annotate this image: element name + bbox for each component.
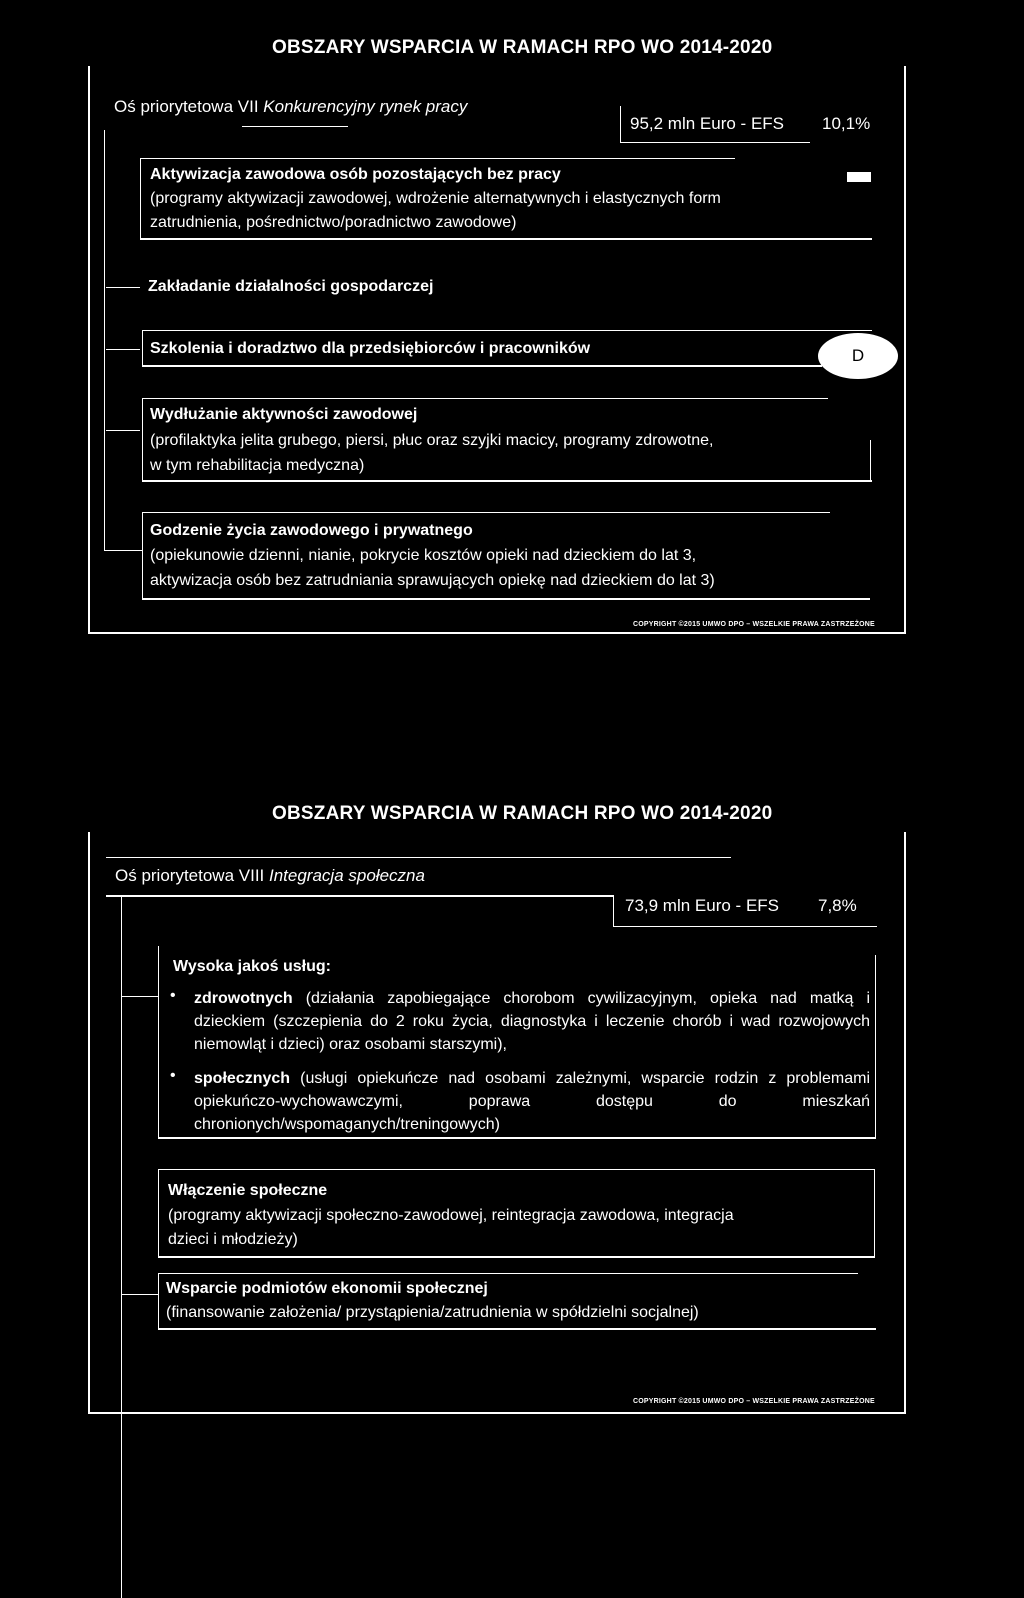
box-border xyxy=(140,238,872,240)
box-border xyxy=(142,512,830,513)
slide1-axis-label xyxy=(114,96,467,118)
box-border xyxy=(142,330,143,366)
box-border xyxy=(158,1169,874,1170)
quality-heading: Wysoka jakoś usług: xyxy=(173,958,331,975)
slide1-share: 10,1% xyxy=(822,114,871,133)
bullet-social xyxy=(194,1067,870,1136)
box-border xyxy=(874,1169,875,1257)
divider xyxy=(106,895,614,897)
box-border xyxy=(142,480,872,482)
slide2-axis-name: Integracja społeczna xyxy=(269,866,425,885)
box-border xyxy=(158,1273,858,1274)
box-border xyxy=(158,1273,159,1329)
inclusion-description: dzieci i młodzieży) xyxy=(168,1231,298,1248)
connector-line xyxy=(106,349,140,350)
item-description: zatrudnienia, pośrednictwo/poradnictwo zawodowe) xyxy=(150,214,517,231)
bullet-health-text: (działania zapobiegające chorobom cywilizacyjnym, opieka nad matką i dzieckiem (szczepienia do 2 roku życia, diagnostyka i leczenie chorób i wad rozwojowych niemowląt i dzieci) oraz osobami starszymi), xyxy=(194,990,870,1053)
box-border xyxy=(140,158,141,238)
bullet-icon: • xyxy=(170,1067,176,1084)
badge-d xyxy=(818,333,898,379)
bullet-health xyxy=(194,987,870,1056)
slide2-axis-prefix: Oś priorytetowa VIII xyxy=(115,866,269,885)
box-border xyxy=(158,1169,159,1257)
box-border xyxy=(142,598,870,600)
connector-line xyxy=(106,430,140,431)
item-heading: Zakładanie działalności gospodarczej xyxy=(148,278,434,295)
divider xyxy=(242,126,348,127)
inclusion-heading: Włączenie społeczne xyxy=(168,1182,328,1199)
slide2-budget: 73,9 mln Euro - EFS xyxy=(625,896,780,915)
box-border xyxy=(142,398,143,480)
connector-line xyxy=(104,550,142,551)
slide2-axis-label xyxy=(115,865,425,887)
slide1-copyright: COPYRIGHT ©2015 UMWO DPO – WSZELKIE PRAWA ZASTRZEŻONE xyxy=(633,621,875,628)
connector-line xyxy=(613,895,614,927)
slide2-title: OBSZARY WSPARCIA W RAMACH RPO WO 2014-2020 xyxy=(272,803,773,824)
item-description: (programy aktywizacji zawodowej, wdrożenie alternatywnych i elastycznych form xyxy=(150,190,721,207)
slide1-axis-prefix: Oś priorytetowa VII xyxy=(114,97,264,116)
connector-line xyxy=(121,1294,159,1295)
badge-label: D xyxy=(851,346,865,365)
connector-line xyxy=(122,996,158,997)
box-border xyxy=(158,1256,875,1258)
box-border xyxy=(142,512,143,598)
slide2-share: 7,8% xyxy=(818,896,857,915)
bullet-health-bold: zdrowotnych xyxy=(194,990,293,1007)
inclusion-description: (programy aktywizacji społeczno-zawodowej, reintegracja zawodowa, integracja xyxy=(168,1207,734,1224)
box-border xyxy=(870,440,871,482)
slide1-budget: 95,2 mln Euro - EFS xyxy=(630,114,785,133)
box-border xyxy=(140,158,735,159)
item-description: w tym rehabilitacja medyczna) xyxy=(150,457,365,474)
bullet-social-bold: społecznych xyxy=(194,1070,291,1087)
divider xyxy=(620,142,810,143)
social-econ-heading: Wsparcie podmiotów ekonomii społecznej xyxy=(166,1280,488,1297)
box-border xyxy=(158,946,159,1138)
box-border xyxy=(142,330,872,331)
social-econ-description: (finansowanie założenia/ przystąpienia/zatrudnienia w spółdzielni socjalnej) xyxy=(166,1304,699,1321)
item-heading: Szkolenia i doradztwo dla przedsiębiorców i pracowników xyxy=(150,340,591,357)
box-border xyxy=(875,955,876,1137)
box-border xyxy=(158,1137,876,1139)
marker-icon xyxy=(847,172,871,182)
item-heading: Aktywizacja zawodowa osób pozostających bez pracy xyxy=(150,166,561,183)
connector-line xyxy=(620,106,621,143)
slide1-title: OBSZARY WSPARCIA W RAMACH RPO WO 2014-2020 xyxy=(272,37,773,58)
slide1-axis-name: Konkurencyjny rynek pracy xyxy=(263,97,468,116)
divider xyxy=(106,857,731,858)
item-description: (profilaktyka jelita grubego, piersi, płuc oraz szyjki macicy, programy zdrowotne, xyxy=(150,432,714,449)
divider xyxy=(613,926,877,927)
item-description: (opiekunowie dzienni, nianie, pokrycie kosztów opieki nad dzieckiem do lat 3, xyxy=(150,547,697,564)
box-border xyxy=(142,365,822,367)
tree-trunk xyxy=(121,896,122,1598)
bullet-social-text: (usługi opiekuńcze nad osobami zależnymi, wsparcie rodzin z problemami opiekuńczo-wychowawczymi, poprawa dostępu do mieszkań chronionych/wspomaganych/treningowych) xyxy=(194,1070,870,1133)
box-border xyxy=(158,1328,876,1330)
connector-line xyxy=(106,287,140,288)
slide2-copyright: COPYRIGHT ©2015 UMWO DPO – WSZELKIE PRAWA ZASTRZEŻONE xyxy=(633,1398,875,1405)
item-heading: Godzenie życia zawodowego i prywatnego xyxy=(150,522,473,539)
item-description: aktywizacja osób bez zatrudniania sprawujących opiekę nad dzieckiem do lat 3) xyxy=(150,572,715,589)
item-heading: Wydłużanie aktywności zawodowej xyxy=(150,406,418,423)
bullet-icon: • xyxy=(170,987,176,1004)
tree-trunk xyxy=(104,130,105,550)
box-border xyxy=(142,398,828,399)
